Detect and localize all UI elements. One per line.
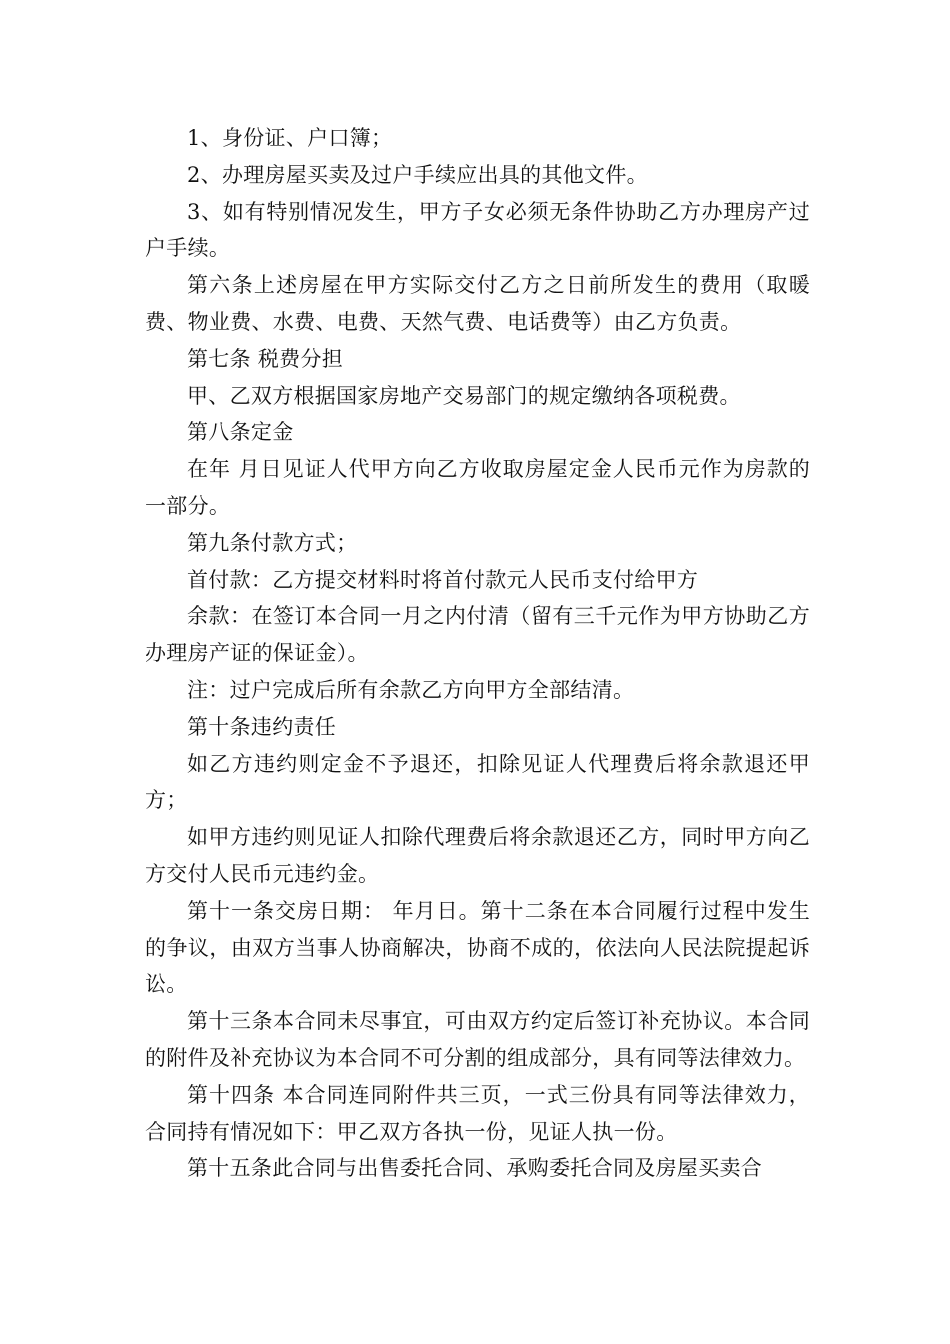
article-7-paragraph: 甲、乙双方根据国家房地产交易部门的规定缴纳各项税费。 xyxy=(187,383,741,408)
article-7-heading: 第七条 税费分担 xyxy=(187,346,344,371)
party-b-breach-paragraph: 如乙方违约则定金不予退还，扣除见证人代理费后将余款退还甲方； xyxy=(145,751,810,813)
note-paragraph: 注：过户完成后所有余款乙方向甲方全部结清。 xyxy=(187,677,635,702)
balance-paragraph: 余款：在签订本合同一月之内付清（留有三千元作为甲方协助乙方办理房产证的保证金）。 xyxy=(145,604,810,666)
article-8-paragraph: 在年 月日见证人代甲方向乙方收取房屋定金人民币元作为房款的一部分。 xyxy=(145,457,810,518)
document-body xyxy=(145,120,810,1187)
down-payment-paragraph: 首付款：乙方提交材料时将首付款元人民币支付给甲方 xyxy=(187,567,699,592)
article-10-heading: 第十条违约责任 xyxy=(187,714,337,739)
paragraph-item-3: 3、如有特别情况发生，甲方子女必须无条件协助乙方办理房产过户手续。 xyxy=(145,199,810,261)
article-11-12-paragraph: 第十一条交房日期： 年月日。第十二条在本合同履行过程中发生的争议，由双方当事人协商解决，协商不成的，依法向人民法院提起诉讼。 xyxy=(145,898,810,997)
article-8-heading: 第八条定金 xyxy=(187,420,294,445)
party-a-breach-paragraph: 如甲方违约则见证人扣除代理费后将余款退还乙方，同时甲方向乙方交付人民币元违约金。 xyxy=(145,825,810,886)
paragraph-item-2: 2、办理房屋买卖及过户手续应出具的其他文件。 xyxy=(187,162,648,187)
article-15-paragraph: 第十五条此合同与出售委托合同、承购委托合同及房屋买卖合 xyxy=(187,1156,763,1181)
article-6-paragraph: 第六条上述房屋在甲方实际交付乙方之日前所发生的费用（取暖费、物业费、水费、电费、天然气费、电话费等）由乙方负责。 xyxy=(145,273,810,334)
paragraph-item-1: 1、身份证、户口簿； xyxy=(187,126,393,150)
article-13-paragraph: 第十三条本合同未尽事宜，可由双方约定后签订补充协议。本合同的附件及补充协议为本合同不可分割的组成部分，具有同等法律效力。 xyxy=(145,1009,810,1070)
article-9-heading: 第九条付款方式； xyxy=(187,530,358,555)
article-14-paragraph: 第十四条 本合同连同附件共三页，一式三份具有同等法律效力，合同持有情况如下：甲乙双方各执一份，见证人执一份。 xyxy=(145,1082,810,1144)
